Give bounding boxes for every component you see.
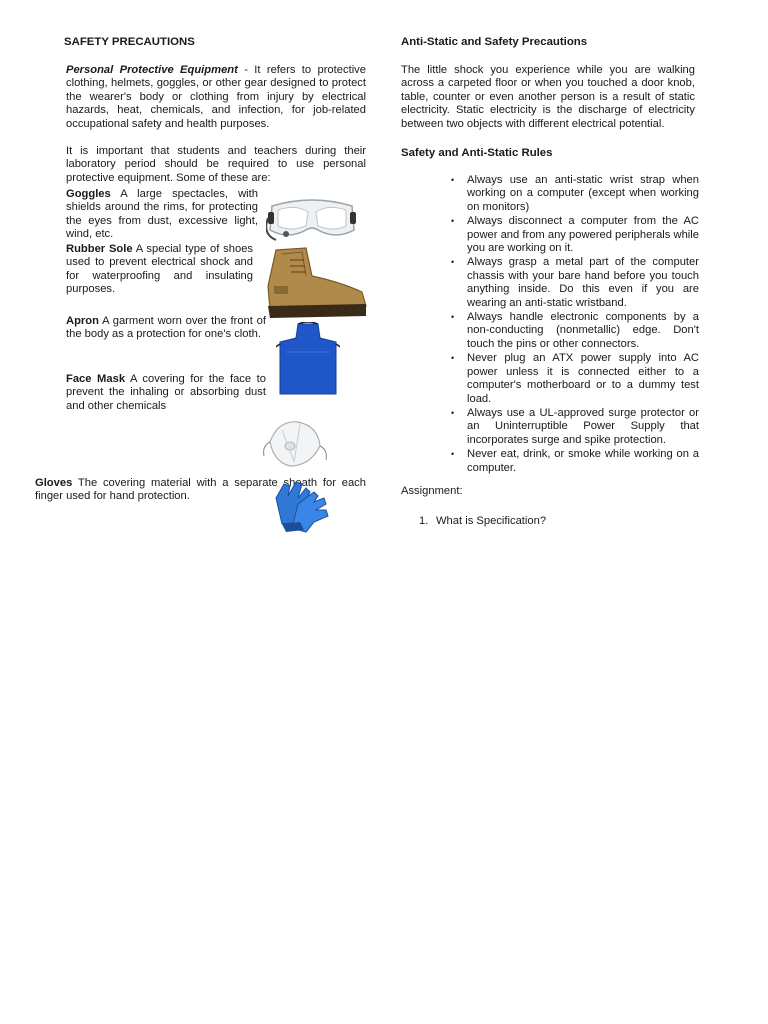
bullet: • — [451, 449, 455, 460]
rule-text: Always disconnect a computer from the AC power and from any powered peripherals while you are working on it. — [467, 215, 699, 255]
item-goggles-term: Goggles — [66, 188, 111, 200]
assignment-label: Assignment: — [401, 485, 463, 497]
list-item — [451, 448, 699, 475]
item-apron-term: Apron — [66, 315, 99, 327]
rubber-boot-image — [262, 246, 368, 320]
list-item — [451, 215, 699, 255]
item-apron — [66, 315, 266, 342]
bullet: • — [451, 175, 455, 185]
list-item — [451, 406, 699, 447]
item-gloves-term: Gloves — [35, 477, 73, 489]
item-gloves-text: The covering material with a separate sheath for each finger used for hand protection. — [35, 477, 366, 503]
rule-text: Always grasp a metal part of the computer chassis with your bare hand before you touch anything inside. Do this even if you are wearing an anti-static wristband. — [467, 256, 699, 309]
goggles-image — [266, 194, 358, 246]
question-text: What is Specification? — [436, 515, 547, 527]
rules-heading: Safety and Anti-Static Rules — [401, 147, 553, 159]
item-apron-text: A garment worn over the front of the body as a protection for one's cloth. — [66, 315, 266, 341]
item-face-mask — [66, 373, 266, 413]
rule-text: Always use a UL-approved surge protector or an Uninterruptible Power Supply that incorporates surge and spike protection. — [467, 406, 699, 446]
item-rubber-sole-term: Rubber Sole — [66, 243, 133, 255]
ppe-text: - It refers to protective clothing, helmets, goggles, or other gear designed to protect the wearer's body or clothing from injury by electrical hazards, heat, chemicals, and infection, for job-related occupational safety and health purposes. — [66, 64, 366, 130]
item-face-mask-term: Face Mask — [66, 373, 126, 385]
bullet: • — [451, 257, 455, 268]
rules-list — [451, 174, 699, 476]
item-goggles-text: A large spectacles, with shields around the rims, for protecting the eyes from dust, excessive light, wind, etc. — [66, 188, 258, 241]
question-number: 1. — [419, 515, 429, 527]
bullet: • — [451, 312, 455, 323]
ppe-intro: It is important that students and teachers during their laboratory period should be required to use personal protective equipment. Some of these are: — [66, 145, 366, 184]
list-item — [451, 311, 699, 351]
item-face-mask-text: A covering for the face to prevent the inhaling or absorbing dust and other chemicals — [66, 373, 266, 412]
rule-text: Never eat, drink, or smoke while working on a computer. — [467, 448, 699, 474]
gloves-image — [270, 478, 334, 534]
list-item — [451, 174, 699, 214]
ppe-paragraph — [66, 64, 366, 131]
bullet: • — [451, 216, 455, 227]
rule-text: Always handle electronic components by a non-conducting (nonmetallic) edge. Don't touch the pins or other connectors. — [467, 311, 699, 350]
item-goggles — [66, 188, 258, 242]
static-intro: The little shock you experience while you are walking across a carpeted floor or when you touched a door knob, table, counter or even another person is a result of static electricity. Static electricity is the discharge of electricity between two objects with different electrical potential. — [401, 64, 695, 130]
right-heading: Anti-Static and Safety Precautions — [401, 36, 588, 48]
rule-text: Always use an anti-static wrist strap when working on a computer (except when working on monitors) — [467, 174, 699, 213]
bullet: • — [451, 407, 455, 418]
list-item — [451, 256, 699, 310]
bullet: • — [451, 353, 455, 364]
item-rubber-sole-text: A special type of shoes used to prevent electrical shock and for waterproofing and insulating purposes. — [66, 243, 254, 296]
left-heading: SAFETY PRECAUTIONS — [64, 36, 195, 48]
list-item — [451, 352, 699, 406]
apron-image — [276, 322, 340, 396]
ppe-term: Personal Protective Equipment — [66, 64, 238, 76]
face-mask-image — [260, 416, 330, 472]
item-rubber-sole — [66, 243, 253, 297]
rule-text: Never plug an ATX power supply into AC power unless it is connected either to a computer's motherboard or to a dummy test load. — [467, 352, 699, 405]
